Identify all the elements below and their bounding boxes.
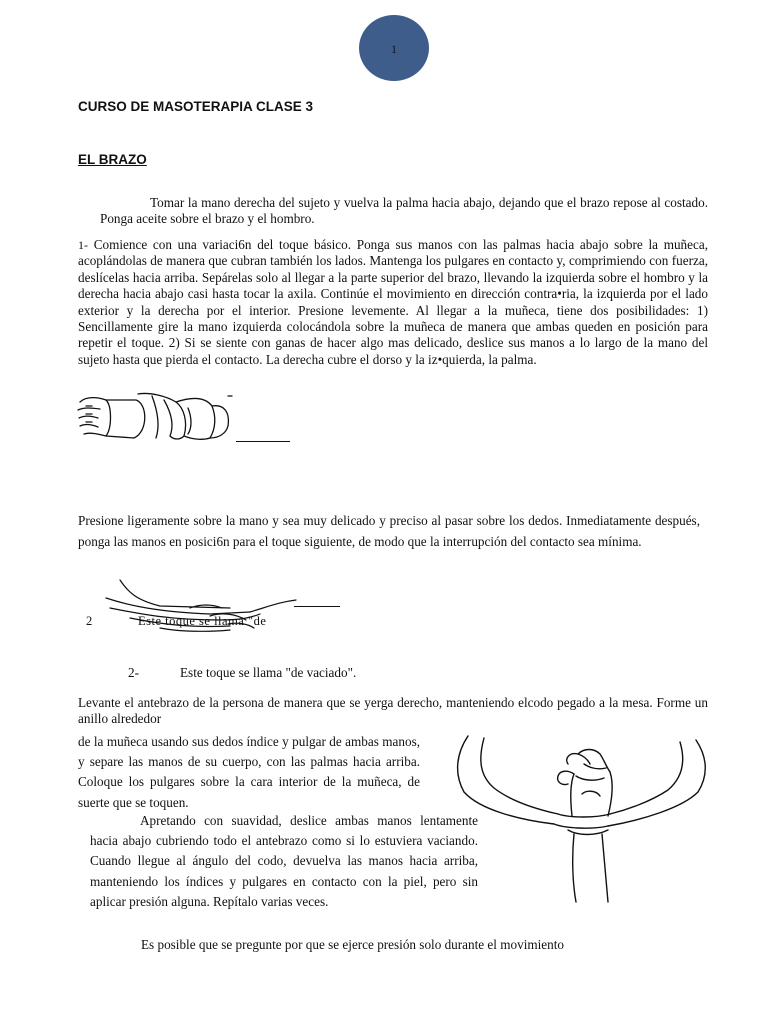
- step2-paragraph-1: Levante el antebrazo de la persona de manera que se yerga derecho, manteniendo elcodo pegado a la mesa. Forme un anillo alrededor: [78, 695, 708, 727]
- step1-number: 1-: [78, 238, 88, 252]
- course-title: CURSO DE MASOTERAPIA CLASE 3: [78, 99, 314, 114]
- step2-label: Este toque se llama "de vaciado".: [180, 665, 357, 680]
- forearm-ring-illustration: [450, 734, 712, 904]
- section-title: EL BRAZO: [78, 152, 147, 167]
- caption-number: 2: [86, 614, 93, 628]
- step1-text: Comience con una variaci6n del toque básico. Ponga sus manos con las palmas hacia abajo sobre la muñeca, acoplándolas de manera que cubran también los lados. Mantenga los pulgares en contacto y, comprimiendo con fuerza, deslícelas hacia arriba. Sepárelas solo al llegar a la parte superior del brazo, llevando la izquierda sobre el hombro y la derecha hacia abajo casi hasta tocar la axila. Continúe el movimiento en dirección contra•ria, la izquierda por el lado exterior y la derecha por el interior. Presione levemente. Al llegar a la muñeca, tiene dos posibilidades: 1) Sencillamente gire la mano izquierda colocándola sobre la muñeca de manera que ambas queden en posición para repetir el toque. 2) Si se siente con ganas de hacer algo mas delicado, deslice sus manos a lo largo de la mano del sujeto hasta que pierda el contacto. La derecha cubre el dorso y la iz•quierda, la palma.: [78, 237, 708, 367]
- step1-paragraph: [78, 237, 708, 368]
- page-number: 1: [391, 42, 397, 56]
- step2-number: 2-: [128, 665, 139, 680]
- step1-after-paragraph: Presione ligeramente sobre la mano y sea muy delicado y preciso al pasar sobre los dedos. Inmediatamente después, ponga las manos en posici6n para el toque siguiente, de modo que la interrupción del contacto sea mínima.: [78, 513, 700, 549]
- step2-paragraph-2: de la muñeca usando sus dedos índice y pulgar de ambas manos, y separe las manos de su cuerpo, con las palmas hacia arriba. Coloque los pulgares sobre la cara interior de la muñeca, de suerte que se toquen.: [78, 734, 420, 810]
- caption-label: Este toque se llama "de: [138, 614, 267, 628]
- intro-paragraph: Tomar la mano derecha del sujeto y vuelva la palma hacia abajo, dejando que el brazo repose al costado. Ponga aceite sobre el brazo y el hombro.: [100, 195, 708, 227]
- page-number-badge: [359, 15, 429, 81]
- step2-paragraph-4: Es posible que se pregunte por que se ejerce presión solo durante el movimiento: [141, 937, 564, 952]
- blank-line: [294, 606, 340, 607]
- step2-paragraph-3: Apretando con suavidad, deslice ambas manos lentamente hacia abajo cubriendo todo el antebrazo como si lo estuviera vaciando. Cuando llegue al ángulo del codo, devuelva las manos hacia arriba, manteniendo los índices y pulgares en contacto con la piel, pero sin aplicar presión alguna. Repítalo varias veces.: [90, 813, 478, 909]
- blank-line: [236, 441, 290, 442]
- hands-on-wrist-illustration: [76, 392, 296, 448]
